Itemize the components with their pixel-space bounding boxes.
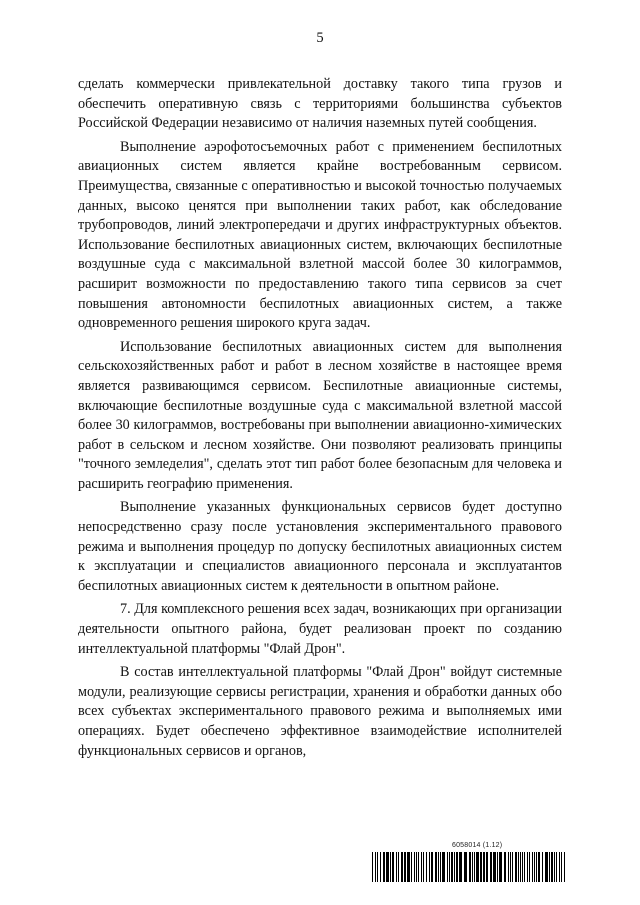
barcode-bar bbox=[497, 852, 498, 882]
barcode-bar bbox=[499, 852, 502, 882]
barcode-bar bbox=[449, 852, 450, 882]
barcode-bar bbox=[375, 852, 376, 882]
barcode-bar bbox=[447, 852, 448, 882]
barcode-bar bbox=[396, 852, 397, 882]
barcode-bar bbox=[416, 852, 417, 882]
barcode-bar bbox=[551, 852, 553, 882]
barcode-bar bbox=[454, 852, 455, 882]
paragraph-aerial-survey: Выполнение аэрофотосъемочных работ с применением беспилотных авиационных систем является крайне востребованным сервисом. Преимущества, связанные с оперативностью и высокой точностью получаемых данных, высоко ценятся при выполнении таких работ, как обследование трубопроводов, линий электропередачи и других инфраструктурных объектов. Использование беспилотных авиационных систем, включающих беспилотные воздушные суда с максимальной взлетной массой более 30 килограммов, расширит возможности по предоставлению такого типа сервисов за счет повышения автономности беспилотных авиационных систем, а также одновременного решения широкого круга задач. bbox=[78, 138, 562, 332]
barcode-bar bbox=[556, 852, 557, 882]
barcode-bar bbox=[407, 852, 410, 882]
barcode-bar bbox=[440, 852, 441, 882]
barcode-bar bbox=[438, 852, 439, 882]
barcode-bar bbox=[474, 852, 475, 882]
barcode-bar bbox=[527, 852, 528, 882]
barcode-bar bbox=[542, 852, 543, 882]
barcode-bar bbox=[421, 852, 422, 882]
barcode-bar bbox=[398, 852, 399, 882]
barcode-bar bbox=[510, 852, 511, 882]
barcode-bar bbox=[522, 852, 523, 882]
barcode-bar bbox=[386, 852, 389, 882]
barcode-bar bbox=[464, 852, 467, 882]
paragraph-service-availability: Выполнение указанных функциональных сервисов будет доступно непосредственно сразу после установления экспериментального правового режима и выполнения процедур по допуску беспилотных авиационных систем к эксплуатации и специалистов авиационного персонала и эксплуатантов беспилотных авиационных систем к деятельности в опытном районе. bbox=[78, 499, 562, 594]
barcode-bar bbox=[459, 852, 462, 882]
barcode-bar bbox=[469, 852, 471, 882]
barcode-bar bbox=[524, 852, 525, 882]
barcode bbox=[372, 852, 568, 882]
paragraph-agriculture: Использование беспилотных авиационных систем для выполнения сельскохозяйственных работ и работ в лесном хозяйстве в настоящее время является развивающимся сервисом. Беспилотные авиационные системы, включающие беспилотные воздушные суда с максимальной взлетной массой более 30 килограммов, востребованы при выполнении авиационно-химических работ в сельском и лесном хозяйстве. Они позволяют реализовать принципы "точного земледелия", сделать этот тип работ более безопасным для человека и расширить географию применения. bbox=[78, 338, 562, 492]
barcode-bar bbox=[380, 852, 381, 882]
paragraph-continuation: сделать коммерчески привлекательной доставку такого типа грузов и обеспечить оперативную связь с территориями большинства субъектов Российской Федерации независимо от наличия наземных путей сообщения. bbox=[78, 76, 562, 132]
barcode-bar bbox=[515, 852, 517, 882]
barcode-bar bbox=[483, 852, 485, 882]
barcode-bar bbox=[561, 852, 562, 882]
paragraph-item-7: 7. Для комплексного решения всех задач, возникающих при организации деятельности опытного района, будет реализован проект по созданию интеллектуальной платформы "Флай Дрон". bbox=[78, 601, 562, 657]
barcode-bar bbox=[504, 852, 506, 882]
paragraph-platform-modules: В состав интеллектуальной платформы "Флай Дрон" войдут системные модули, реализующие сервисы регистрации, хранения и обработки данных обо всех субъектах экспериментального правового режима и выполняемых ими операциях. Будет обеспечено эффективное взаимодействие исполнителей функциональных сервисов и органов, bbox=[78, 664, 562, 759]
barcode-bar bbox=[418, 852, 419, 882]
barcode-bar bbox=[529, 852, 530, 882]
barcode-bar bbox=[456, 852, 458, 882]
barcode-bar bbox=[429, 852, 430, 882]
page-number: 5 bbox=[316, 30, 324, 46]
barcode-bar bbox=[414, 852, 415, 882]
barcode-bar bbox=[493, 852, 496, 882]
barcode-bar bbox=[480, 852, 482, 882]
barcode-bar bbox=[392, 852, 394, 882]
barcode-bar bbox=[426, 852, 427, 882]
barcode-bar bbox=[411, 852, 412, 882]
barcode-bar bbox=[559, 852, 560, 882]
barcode-bar bbox=[390, 852, 391, 882]
barcode-bar bbox=[518, 852, 519, 882]
barcode-bar bbox=[431, 852, 433, 882]
barcode-bar bbox=[472, 852, 473, 882]
barcode-bar bbox=[486, 852, 488, 882]
barcode-bar bbox=[554, 852, 555, 882]
barcode-bar bbox=[536, 852, 537, 882]
document-body bbox=[78, 75, 562, 765]
barcode-bar bbox=[534, 852, 535, 882]
barcode-bar bbox=[404, 852, 406, 882]
barcode-bar bbox=[508, 852, 509, 882]
barcode-bar bbox=[490, 852, 492, 882]
barcode-bar bbox=[532, 852, 533, 882]
barcode-bar bbox=[442, 852, 445, 882]
barcode-bar bbox=[564, 852, 565, 882]
barcode-bar bbox=[549, 852, 550, 882]
document-code: 6058014 (1.12) bbox=[452, 842, 503, 849]
barcode-bar bbox=[476, 852, 479, 882]
barcode-bar bbox=[512, 852, 513, 882]
barcode-bar bbox=[372, 852, 373, 882]
barcode-bar bbox=[538, 852, 540, 882]
barcode-bar bbox=[451, 852, 453, 882]
barcode-bar bbox=[401, 852, 403, 882]
barcode-bar bbox=[435, 852, 437, 882]
barcode-bar bbox=[377, 852, 378, 882]
barcode-bar bbox=[383, 852, 385, 882]
barcode-bar bbox=[423, 852, 424, 882]
barcode-bar bbox=[545, 852, 548, 882]
barcode-bar bbox=[520, 852, 521, 882]
